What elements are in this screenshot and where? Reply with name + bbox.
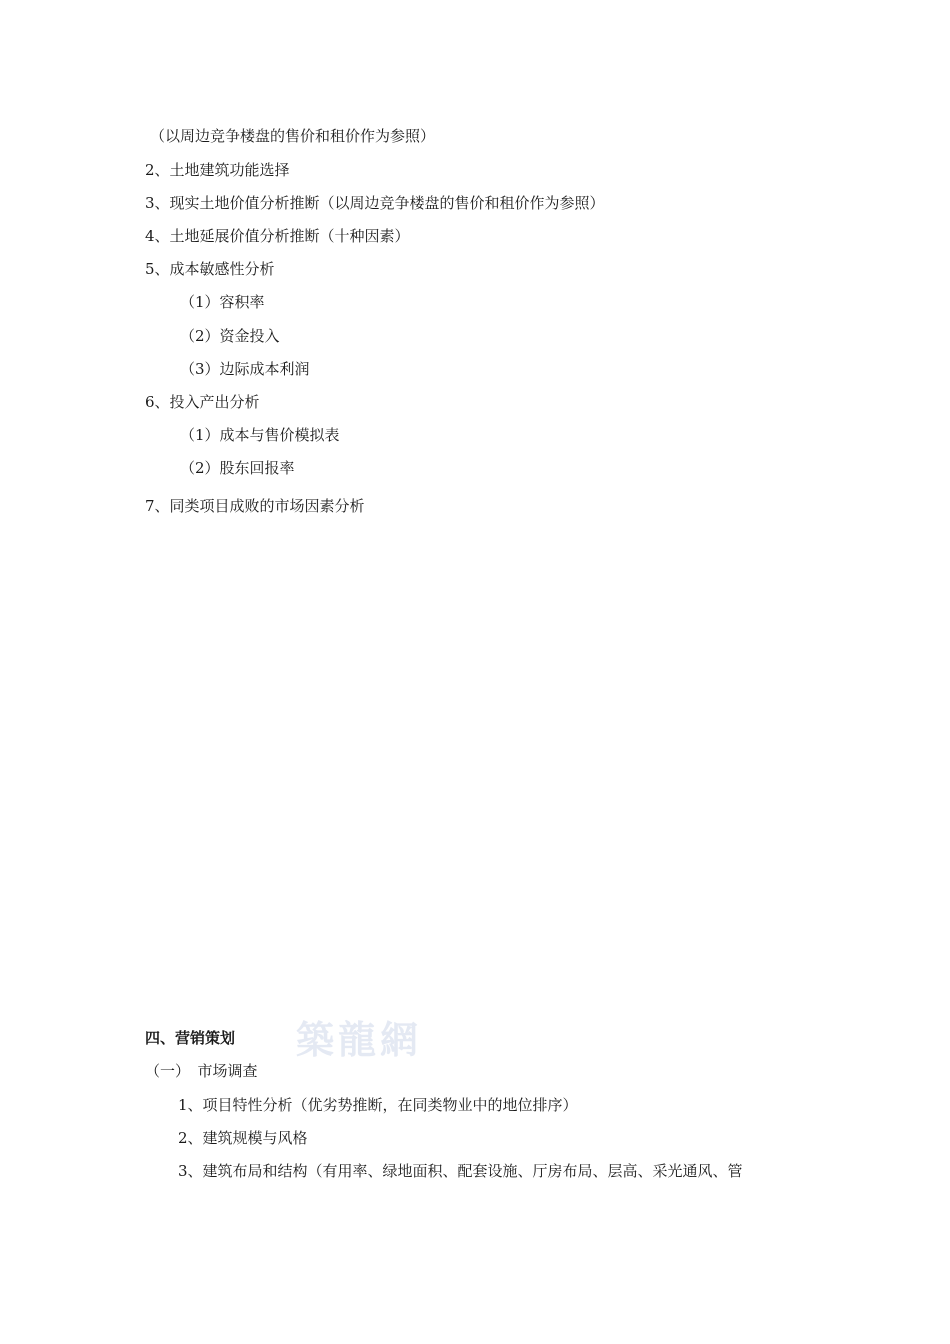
- sub-list-item: （1）容积率: [180, 293, 265, 311]
- sub-list-item: （2）资金投入: [180, 327, 280, 345]
- list-item: 2、建筑规模与风格: [178, 1129, 308, 1147]
- list-item: 3、建筑布局和结构（有用率、绿地面积、配套设施、厅房布局、层高、采光通风、管: [178, 1162, 743, 1180]
- list-item: 2、土地建筑功能选择: [145, 161, 290, 179]
- sub-heading: （一） 市场调查: [145, 1062, 258, 1080]
- watermark: 築龍網: [296, 1017, 423, 1062]
- sub-list-item: （2）股东回报率: [180, 459, 295, 477]
- list-item: 7、同类项目成败的市场因素分析: [145, 497, 365, 515]
- sub-list-item: （1）成本与售价模拟表: [180, 426, 340, 444]
- list-item: 6、投入产出分析: [145, 393, 260, 411]
- list-item: 5、成本敏感性分析: [145, 260, 275, 278]
- sub-list-item: （3）边际成本利润: [180, 360, 310, 378]
- list-item: 4、土地延展价值分析推断（十种因素）: [145, 227, 410, 245]
- section-title: 四、营销策划: [145, 1029, 236, 1047]
- list-item: 1、项目特性分析（优劣势推断，在同类物业中的地位排序）: [178, 1096, 578, 1114]
- list-item: 3、现实土地价值分析推断（以周边竞争楼盘的售价和租价作为参照）: [145, 194, 605, 212]
- text-line: （以周边竞争楼盘的售价和租价作为参照）: [150, 127, 436, 145]
